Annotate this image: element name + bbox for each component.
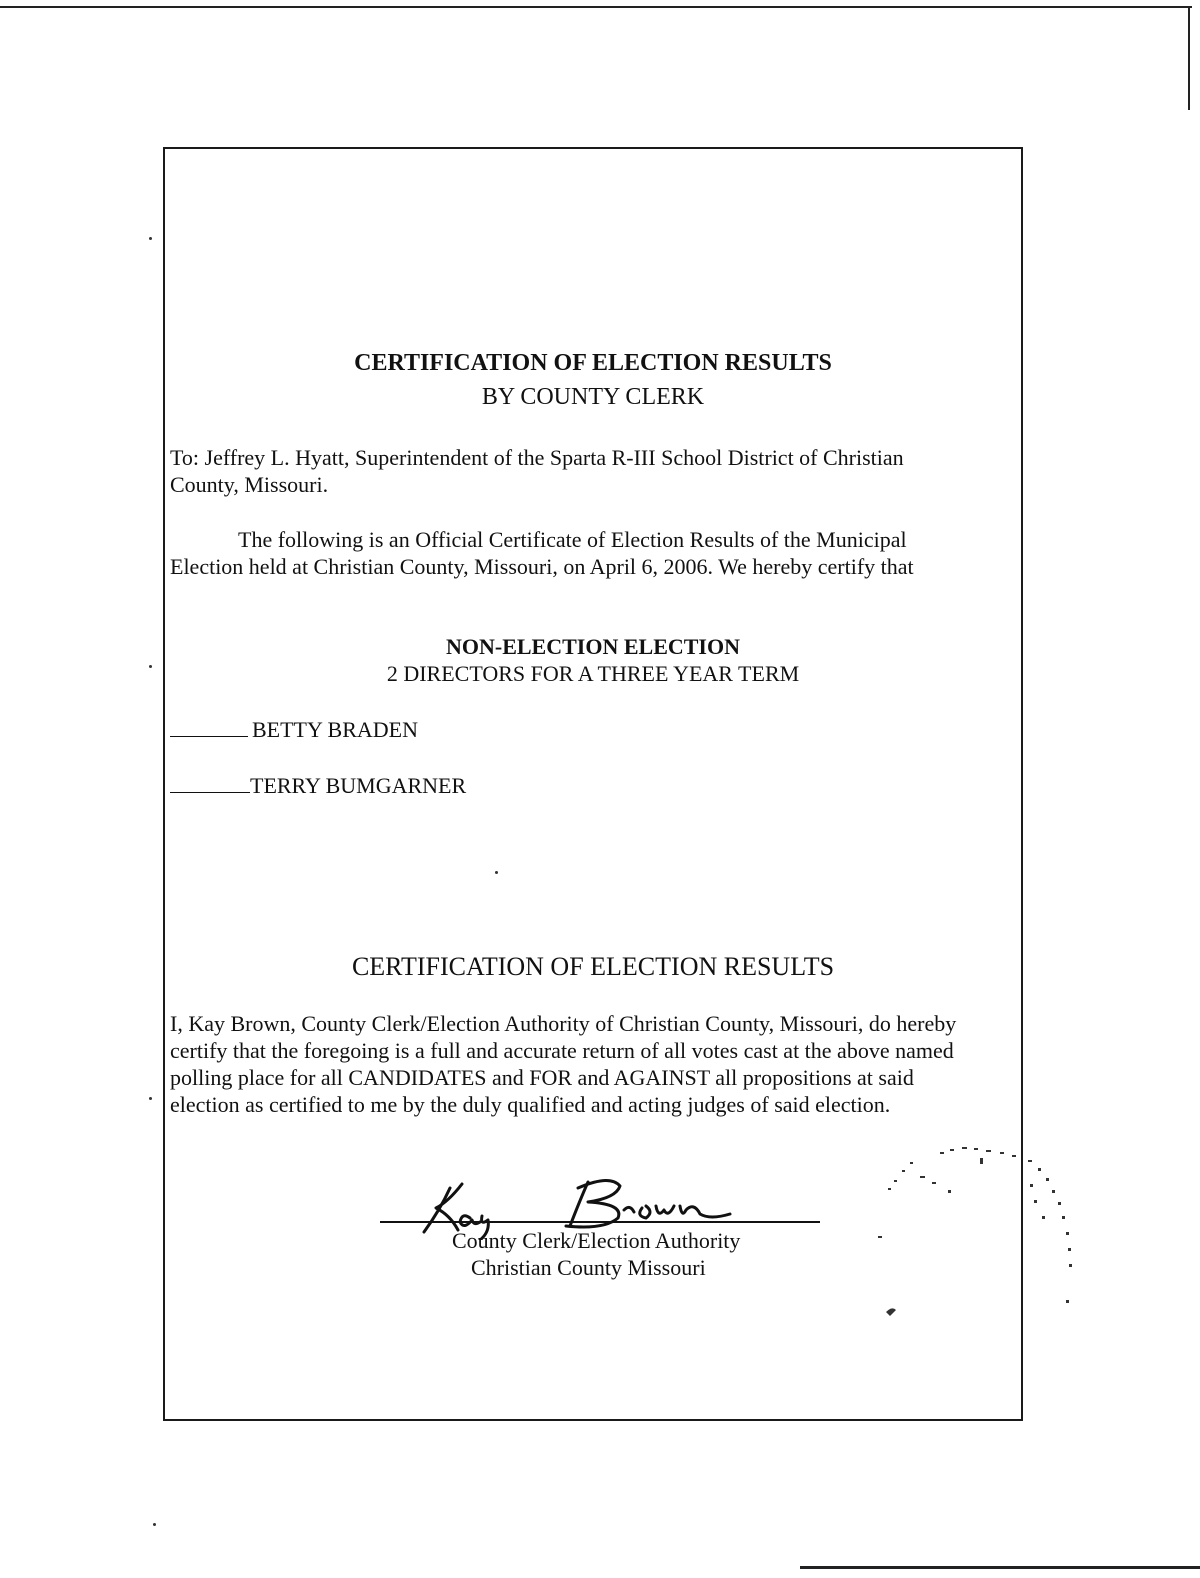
certification-line: election as certified to me by the duly qualified and acting judges of said election. [170,1092,891,1117]
signer-title: County Clerk/Election Authority [452,1228,741,1253]
scan-edge-right [1188,6,1190,110]
certification-line: certify that the foregoing is a full and accurate return of all votes cast at the above named [170,1038,954,1063]
scan-speck [495,871,498,874]
certification-line: polling place for all CANDIDATES and FOR and AGAINST all propositions at said [170,1065,914,1090]
signature-line [380,1221,820,1223]
candidate-row [170,772,466,799]
candidate-name: BETTY BRADEN [252,717,419,742]
election-subtitle: 2 DIRECTORS FOR A THREE YEAR TERM [386,661,800,686]
scan-speck [149,665,152,668]
signer-county: Christian County Missouri [471,1255,706,1280]
election-title: NON-ELECTION ELECTION [445,634,740,659]
certification-heading: CERTIFICATION OF ELECTION RESULTS [351,952,835,981]
scan-speck [153,1523,156,1526]
intro-line: Election held at Christian County, Missouri, on April 6, 2006. We hereby certify that [170,554,914,579]
vote-blank [170,772,250,793]
document-subtitle: BY COUNTY CLERK [481,384,705,410]
addressee-block [170,444,990,498]
scan-speck [149,237,152,240]
certification-line: I, Kay Brown, County Clerk/Election Authority of Christian County, Missouri, do hereby [170,1011,957,1036]
candidate-row [170,716,418,743]
scan-edge-top [0,6,1192,8]
scan-edge-bottom [800,1566,1200,1569]
certification-paragraph [170,1010,1020,1118]
intro-line: The following is an Official Certificate of Election Results of the Municipal [238,527,907,552]
document-title: CERTIFICATION OF ELECTION RESULTS [354,350,832,376]
addressee-line: County, Missouri. [170,472,329,497]
addressee-line: To: Jeffrey L. Hyatt, Superintendent of the Sparta R-III School District of Christian [170,445,904,470]
candidate-name: TERRY BUMGARNER [250,773,467,798]
scan-speck [149,1097,152,1100]
intro-paragraph [170,526,1000,580]
embossed-seal [870,1140,1100,1330]
vote-blank [170,716,248,737]
